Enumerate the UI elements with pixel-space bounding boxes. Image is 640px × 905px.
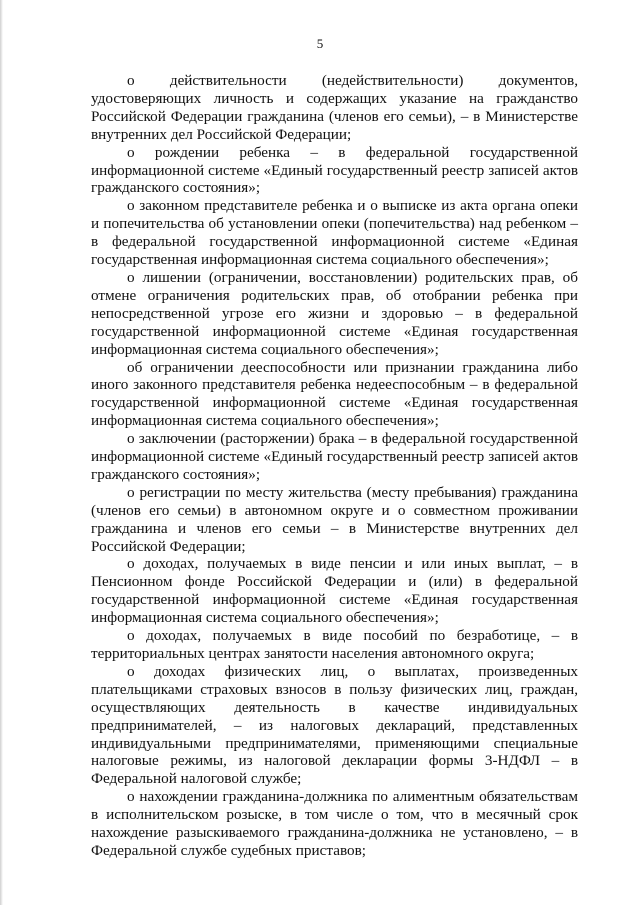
paragraph-child-birth: о рождении ребенка – в федеральной государственной информационной системе «Единый государственный реестр записей актов гражданского состояния»;: [91, 143, 578, 197]
paragraph-marriage: о заключении (расторжении) брака – в федеральной государственной информационной системе «Единый государственный реестр записей актов гражданского состояния»;: [91, 430, 578, 483]
paragraph-tax-income: о доходах физических лиц, о выплатах, произведенных плательщиками страховых взносов в пользу физических лиц, граждан, осуществляющих деятельность в качестве индивидуальных предпринимателей, – из налоговых деклараций, представленных индивидуальными предпринимателями, применяющими специальные налоговые режимы, из налоговой декларации формы 3-НДФЛ – в Федеральной налоговой службе;: [91, 662, 578, 788]
paragraph-residence-registration: о регистрации по месту жительства (месту пребывания) гражданина (членов его семьи) в автономном округе и о совместном проживании гражданина и членов его семьи – в Министерстве внутренних дел Российской Федерации;: [91, 483, 578, 555]
paragraph-legal-capacity: об ограничении дееспособности или признании гражданина либо иного законного представителя ребенка недееспособным – в федеральной государственной информационной системе «Единая государственная информационная система социального обеспечения»;: [91, 358, 578, 430]
paragraph-alimony-debtor-search: о нахождении гражданина-должника по алиментным обязательствам в исполнительском розыске, в том числе о том, что в месячный срок нахождение разыскиваемого гражданина-должника не установлено, – в Федеральной службе судебных приставов;: [91, 788, 578, 859]
scan-edge-shadow: [0, 0, 3, 905]
paragraph-legal-representative: о законном представителе ребенка и о выписке из акта органа опеки и попечительства об установлении опеки (попечительства) над ребенком – в федеральной государственной информационной системе «Единая государственная информационная система социального обеспечения»;: [91, 197, 578, 269]
page-number: 5: [316, 36, 324, 51]
paragraph-pension-income: о доходах, получаемых в виде пенсии и или иных выплат, – в Пенсионном фонде Российской Федерации и (или) в федеральной государственной информационной системе «Единая государственная информационная система социального обеспечения»;: [91, 555, 578, 627]
paragraph-document-validity: о действительности (недействительности) документов, удостоверяющих личность и содержащих указание на гражданство Российской Федерации гражданина (членов его семьи), – в Министерстве внутренних дел Российской Федерации;: [91, 72, 578, 143]
paragraph-unemployment-benefits: о доходах, получаемых в виде пособий по безработице, – в территориальных центрах занятости населения автономного округа;: [91, 627, 578, 662]
document-body: [91, 72, 578, 860]
paragraph-parental-rights: о лишении (ограничении, восстановлении) родительских прав, об отмене ограничения родительских прав, об отобрании ребенка при непосредственной угрозе его жизни и здоровью – в федеральной государственной информационной системе «Единая государственная информационная система социального обеспечения»;: [91, 268, 578, 358]
